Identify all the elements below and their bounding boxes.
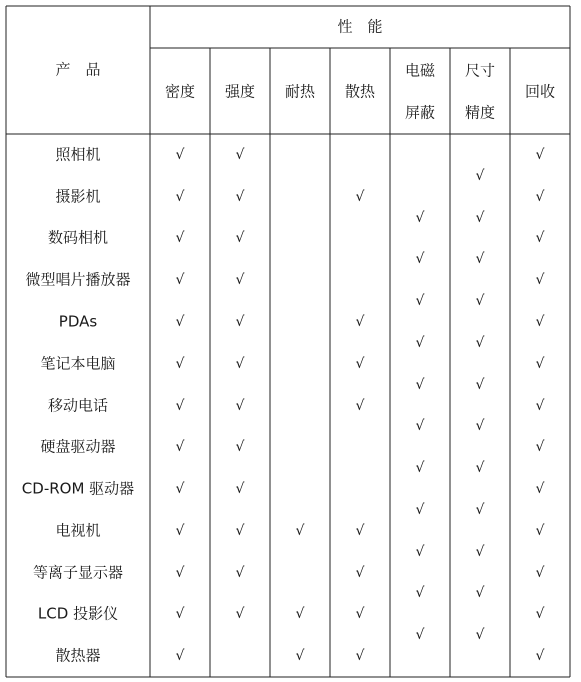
- check-mark-dimensional_accuracy: √: [475, 585, 485, 602]
- check-mark-dimensional_accuracy: √: [475, 627, 485, 644]
- check-mark-heat_dissipation: √: [355, 648, 365, 665]
- check-mark-strength: √: [235, 313, 245, 330]
- check-mark-heat_dissipation: √: [355, 397, 365, 414]
- header-heat_dissipation: 散热: [344, 82, 376, 101]
- check-mark-density: √: [175, 313, 185, 330]
- check-mark-density: √: [175, 648, 185, 665]
- check-mark-recycling: √: [535, 230, 545, 247]
- product-name: 移动电话: [47, 396, 109, 414]
- check-mark-em_shielding: √: [415, 543, 425, 560]
- product-name: 数码相机: [47, 228, 109, 247]
- check-mark-em_shielding: √: [415, 209, 425, 226]
- check-mark-em_shielding: √: [415, 376, 425, 393]
- check-mark-em_shielding: √: [415, 460, 425, 477]
- check-mark-density: √: [175, 188, 185, 205]
- check-mark-recycling: √: [535, 606, 545, 623]
- product-name: PDAs: [58, 312, 98, 331]
- check-mark-em_shielding: √: [415, 251, 425, 268]
- check-mark-recycling: √: [535, 146, 545, 163]
- check-mark-density: √: [175, 481, 185, 498]
- check-mark-recycling: √: [535, 439, 545, 456]
- header-em_shielding-line2: 屏蔽: [404, 103, 436, 122]
- product-name: 等离子显示器: [32, 563, 124, 582]
- check-mark-density: √: [175, 564, 185, 581]
- check-mark-dimensional_accuracy: √: [475, 418, 485, 435]
- check-mark-heat_dissipation: √: [355, 522, 365, 539]
- check-mark-strength: √: [235, 481, 245, 498]
- check-mark-density: √: [175, 146, 185, 163]
- header-product: 产 品: [55, 60, 101, 79]
- check-mark-recycling: √: [535, 648, 545, 665]
- check-mark-heat_dissipation: √: [355, 313, 365, 330]
- header-dimensional_accuracy-line1: 尺寸: [464, 61, 496, 80]
- header-strength: 强度: [224, 82, 256, 101]
- check-mark-strength: √: [235, 146, 245, 163]
- header-density: 密度: [164, 82, 196, 101]
- product-name: 笔记本电脑: [40, 354, 116, 373]
- product-name: 照相机: [55, 145, 101, 164]
- check-mark-heat_dissipation: √: [355, 355, 365, 372]
- check-mark-recycling: √: [535, 481, 545, 498]
- check-mark-em_shielding: √: [415, 585, 425, 602]
- check-mark-dimensional_accuracy: √: [475, 376, 485, 393]
- check-mark-dimensional_accuracy: √: [475, 460, 485, 477]
- check-mark-recycling: √: [535, 397, 545, 414]
- check-mark-density: √: [175, 606, 185, 623]
- check-mark-recycling: √: [535, 564, 545, 581]
- check-mark-dimensional_accuracy: √: [475, 293, 485, 310]
- check-mark-recycling: √: [535, 355, 545, 372]
- header-recycling: 回收: [524, 82, 556, 101]
- check-mark-strength: √: [235, 230, 245, 247]
- check-mark-density: √: [175, 230, 185, 247]
- check-mark-recycling: √: [535, 313, 545, 330]
- check-mark-strength: √: [235, 439, 245, 456]
- check-mark-recycling: √: [535, 272, 545, 289]
- check-mark-heat_resistance: √: [295, 648, 305, 665]
- check-mark-dimensional_accuracy: √: [475, 543, 485, 560]
- check-mark-heat_dissipation: √: [355, 188, 365, 205]
- check-mark-dimensional_accuracy: √: [475, 501, 485, 518]
- check-mark-density: √: [175, 355, 185, 372]
- check-mark-em_shielding: √: [415, 293, 425, 310]
- check-mark-density: √: [175, 272, 185, 289]
- check-mark-em_shielding: √: [415, 334, 425, 351]
- check-mark-dimensional_accuracy: √: [475, 251, 485, 268]
- check-mark-dimensional_accuracy: √: [475, 334, 485, 351]
- check-mark-density: √: [175, 397, 185, 414]
- product-name: CD-ROM 驱动器: [21, 479, 135, 498]
- check-mark-density: √: [175, 522, 185, 539]
- check-mark-dimensional_accuracy: √: [475, 167, 485, 184]
- check-mark-strength: √: [235, 606, 245, 623]
- check-mark-recycling: √: [535, 522, 545, 539]
- check-mark-heat_dissipation: √: [355, 606, 365, 623]
- check-mark-em_shielding: √: [415, 627, 425, 644]
- check-mark-heat_resistance: √: [295, 606, 305, 623]
- product-name: 摄影机: [55, 187, 101, 206]
- check-mark-heat_dissipation: √: [355, 564, 365, 581]
- check-mark-strength: √: [235, 355, 245, 372]
- check-mark-strength: √: [235, 188, 245, 205]
- check-mark-strength: √: [235, 272, 245, 289]
- check-mark-strength: √: [235, 564, 245, 581]
- product-name: 电视机: [55, 521, 101, 540]
- product-name: 微型唱片播放器: [25, 270, 131, 289]
- header-dimensional_accuracy-line2: 精度: [464, 103, 496, 122]
- product-name: 硬盘驱动器: [40, 437, 116, 456]
- check-mark-recycling: √: [535, 188, 545, 205]
- check-mark-em_shielding: √: [415, 418, 425, 435]
- header-heat_resistance: 耐热: [284, 82, 316, 101]
- header-em_shielding-line1: 电磁: [404, 61, 436, 80]
- check-mark-heat_resistance: √: [295, 522, 305, 539]
- check-mark-density: √: [175, 439, 185, 456]
- header-performance: 性 能: [337, 17, 383, 36]
- product-name: 散热器: [55, 646, 101, 665]
- check-mark-em_shielding: √: [415, 501, 425, 518]
- check-mark-dimensional_accuracy: √: [475, 209, 485, 226]
- product-name: LCD 投影仪: [37, 604, 119, 623]
- check-mark-strength: √: [235, 397, 245, 414]
- check-mark-strength: √: [235, 522, 245, 539]
